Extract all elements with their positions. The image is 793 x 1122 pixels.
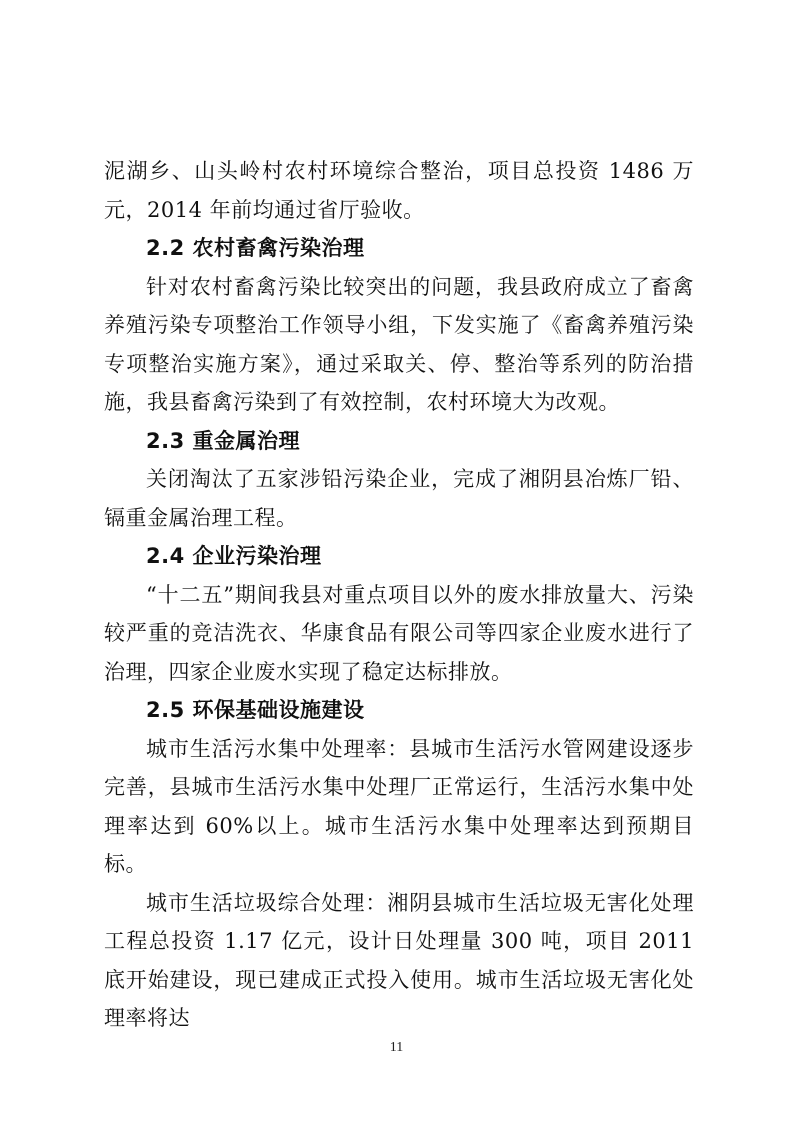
page-number: 11 <box>389 1040 404 1055</box>
document-body <box>104 152 694 1038</box>
section-heading-2-4: 2.4 企业污染治理 <box>146 544 322 568</box>
section-heading-2-5: 2.5 环保基础设施建设 <box>146 698 365 722</box>
section-heading-2-2: 2.2 农村畜禽污染治理 <box>146 236 365 260</box>
paragraph-enterprise-pollution: “十二五”期间我县对重点项目以外的废水排放量大、污染较严重的竞洁洗衣、华康食品有限公司等四家企业废水进行了治理，四家企业废水实现了稳定达标排放。 <box>104 582 694 684</box>
paragraph-sewage-treatment: 城市生活污水集中处理率：县城市生活污水管网建设逐步完善，县城市生活污水集中处理厂正常运行，生活污水集中处理率达到 60%以上。城市生活污水集中处理率达到预期目标。 <box>104 736 694 876</box>
paragraph-heavy-metal: 关闭淘汰了五家涉铅污染企业，完成了湘阴县冶炼厂铅、镉重金属治理工程。 <box>104 467 694 530</box>
paragraph-continuation: 泥湖乡、山头岭村农村环境综合整治，项目总投资 1486 万元，2014 年前均通过省厅验收。 <box>104 159 694 222</box>
paragraph-livestock-pollution: 针对农村畜禽污染比较突出的问题，我县政府成立了畜禽养殖污染专项整治工作领导小组，下发实施了《畜禽养殖污染专项整治实施方案》，通过采取关、停、整治等系列的防治措施，我县畜禽污染到了有效控制，农村环境大为改观。 <box>104 274 694 414</box>
section-heading-2-3: 2.3 重金属治理 <box>146 428 301 453</box>
paragraph-garbage-treatment: 城市生活垃圾综合处理：湘阴县城市生活垃圾无害化处理工程总投资 1.17 亿元，设计日处理量 300 吨，项目 2011 底开始建设，现已建成正式投入使用。城市生活垃圾无害化处理率将达 <box>104 890 694 1030</box>
